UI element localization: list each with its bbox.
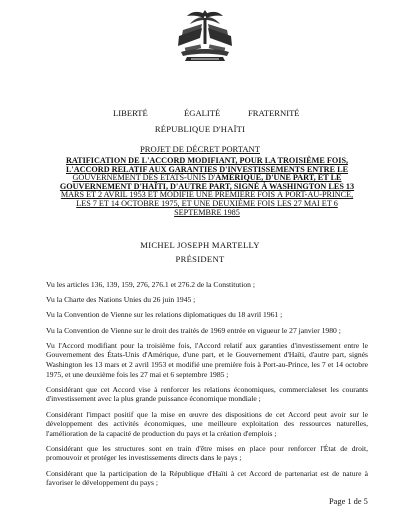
paragraph-vu-vienne-traites: Vu la Convention de Vienne sur le droit des traités de 1969 entrée en vigueur le 27 janvier 1980 ; (46, 325, 341, 335)
title-line-1: RATIFICATION DE L'ACCORD MODIFIANT, POUR LA TROISIÈME FOIS, (65, 156, 349, 165)
title-line-4: GOUVERNEMENT D'HAÏTI, D'AUTRE PART, SIGNÉ À WASHINGTON LES 13 (59, 181, 355, 191)
paragraph-vu-constitution: Vu les articles 136, 139, 159, 276, 276.1 et 276.2 de la Constitution ; (46, 280, 255, 289)
paragraph-vu-accord: Vu l'Accord modifiant pour la troisième fois, l'Accord relatif aux garanties d'investissement entre le Gouvernement des États-Unis d'Amérique, d'une part, et le Gouvernement d'Haïti, d'autre part, signés Washington les 13 mars et 2 avril 1953 et modifié une première fois à Port-au-Prince, les 7 et 14 octobre 1975, et une deuxième fois les 27 mai et 6 septembre 1985 ; (46, 340, 368, 379)
president-title: PRÉSIDENT (175, 254, 225, 264)
president-name: MICHEL JOSEPH MARTELLY (140, 240, 260, 250)
president-block (0, 238, 400, 266)
paragraph-considerant-structures: Considérant que les structures sont en train d'être mises en place pour renforcer l'État de droit, promouvoir et protéger les investissements directs dans le pays ; (46, 443, 368, 463)
paragraph-vu-charte: Vu la Charte des Nations Unies du 26 juin 1945 ; (46, 295, 196, 305)
decree-body (46, 280, 368, 493)
motto-liberte: LIBERTÉ (113, 108, 148, 118)
title-line-3a: GOUVERNEMENT DES ÉTATS-UNIS D' (72, 173, 216, 183)
decree-heading: PROJET DE DÉCRET PORTANT (140, 144, 260, 154)
national-motto (0, 108, 400, 120)
title-line-3b: AMÉRIQUE, D'UNE PART, ET LE (215, 173, 342, 183)
haiti-coat-of-arms-icon (173, 6, 237, 64)
republic-name: RÉPUBLIQUE D'HAÏTI (154, 124, 246, 134)
title-rest: MARS ET 2 AVRIL 1953 ET MODIFIÉ UNE PREMIÈRE FOIS À PORT-AU-PRINCE, LES 7 ET 14 OCTOBRE 1975, ET UNE DEUXIÈME FOIS LES 27 MAI ET 6 SEPTEMBRE 1985 (60, 190, 354, 217)
page-number: Page 1 de 5 (329, 497, 368, 506)
paragraph-vu-vienne-diplomatique: Vu la Convention de Vienne sur les relations diplomatiques du 18 avril 1961 ; (46, 310, 283, 320)
title-line-2: L'ACCORD RELATIF AUX GARANTIES D'INVESTISSEMENTS ENTRE LE (65, 164, 349, 174)
decree-title (55, 157, 359, 217)
paragraph-considerant-impact: Considérant l'impact positif que la mise en œuvre des dispositions de cet Accord peut avoir sur le développement des activités économiques, une meilleure exploitation des ressources naturelles, l'amélioration de la capacité de production du pays et la création d'emplois ; (46, 409, 368, 438)
paragraph-considerant-participation: Considérant que la participation de la République d'Haïti à cet Accord de partenariat est de nature à favoriser le développement du pays ; (46, 468, 368, 488)
motto-fraternite: FRATERNITÉ (248, 108, 300, 118)
paragraph-considerant-relations: Considérant que cet Accord vise à renforcer les relations économiques, commercialeset les courants d'investissement avec la plus grande puissance économique mondiale ; (46, 384, 368, 404)
motto-egalite: ÉGALITÉ (184, 108, 221, 118)
